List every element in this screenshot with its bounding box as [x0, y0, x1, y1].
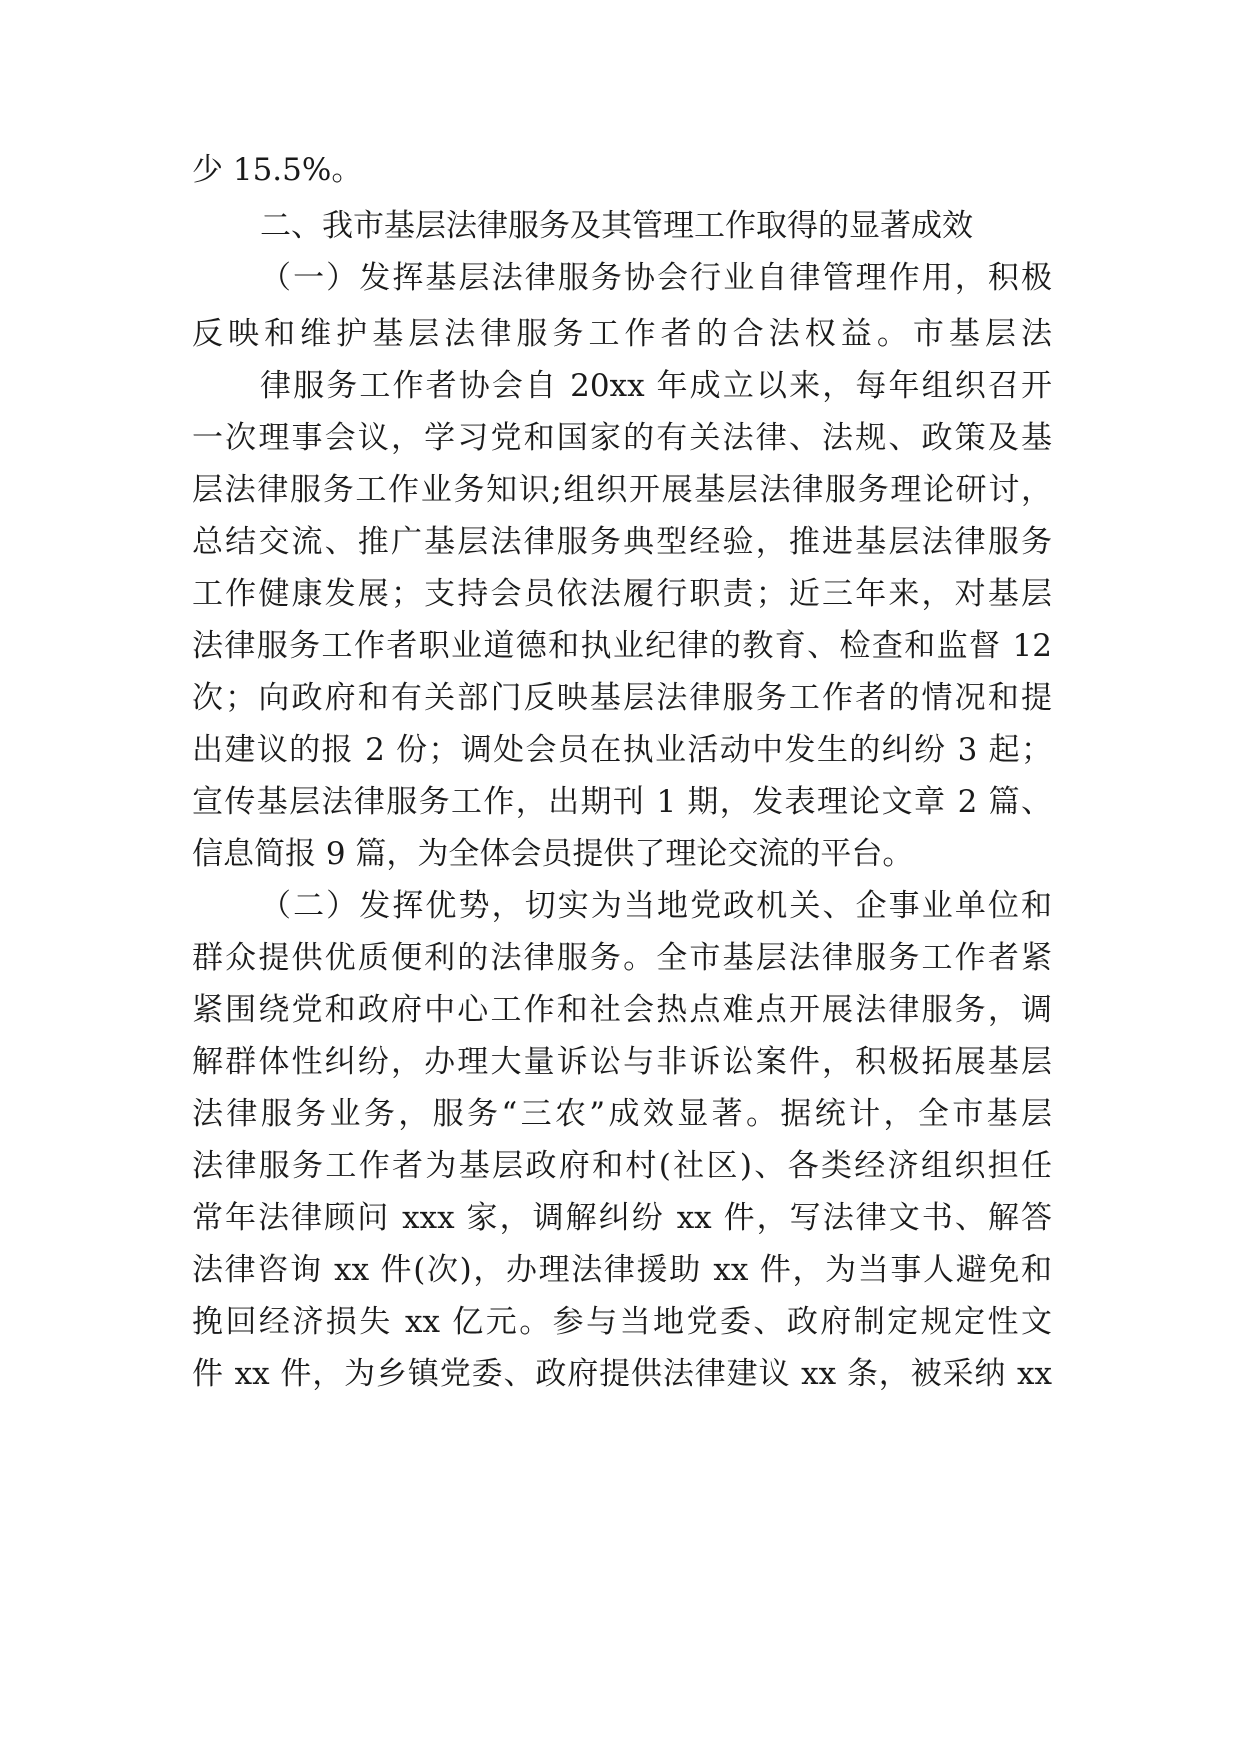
- text-line: 出建议的报 2 份；调处会员在执业活动中发生的纠纷 3 起；: [192, 732, 1052, 768]
- text-line: 解群体性纠纷，办理大量诉讼与非诉讼案件，积极拓展基层: [192, 1044, 1052, 1080]
- subsection-heading: （一）发挥基层法律服务协会行业自律管理作用，积极: [260, 260, 1052, 296]
- text-line: 群众提供优质便利的法律服务。全市基层法律服务工作者紧: [192, 940, 1052, 976]
- text-line: 信息简报 9 篇，为全体会员提供了理论交流的平台。: [192, 836, 914, 872]
- text-line: 一次理事会议，学习党和国家的有关法律、法规、政策及基: [192, 420, 1052, 456]
- text-line: 常年法律顾问 xxx 家，调解纠纷 xx 件，写法律文书、解答: [192, 1200, 1052, 1236]
- text-line: 法律服务业务，服务“三农”成效显著。据统计，全市基层: [192, 1096, 1052, 1132]
- section-heading: 二、我市基层法律服务及其管理工作取得的显著成效: [260, 208, 973, 244]
- text-line: 次；向政府和有关部门反映基层法律服务工作者的情况和提: [192, 680, 1052, 716]
- text-line: 总结交流、推广基层法律服务典型经验，推进基层法律服务: [192, 524, 1052, 560]
- text-line: 反映和维护基层法律服务工作者的合法权益。市基层法: [192, 316, 1052, 352]
- text-line: 件 xx 件，为乡镇党委、政府提供法律建议 xx 条，被采纳 xx: [192, 1356, 1052, 1392]
- text-line: 紧围绕党和政府中心工作和社会热点难点开展法律服务，调: [192, 992, 1052, 1028]
- text-line: 层法律服务工作业务知识;组织开展基层法律服务理论研讨，: [192, 472, 1052, 508]
- text-line: 挽回经济损失 xx 亿元。参与当地党委、政府制定规定性文: [192, 1304, 1052, 1340]
- text-line: 法律服务工作者职业道德和执业纪律的教育、检查和监督 12: [192, 628, 1052, 664]
- text-line: 律服务工作者协会自 20xx 年成立以来，每年组织召开: [260, 368, 1052, 404]
- text-line: 法律咨询 xx 件(次)，办理法律援助 xx 件，为当事人避免和: [192, 1252, 1052, 1288]
- text-line: 少 15.5%。: [192, 152, 363, 188]
- subsection-heading: （二）发挥优势，切实为当地党政机关、企事业单位和: [260, 888, 1052, 924]
- text-line: 宣传基层法律服务工作，出期刊 1 期，发表理论文章 2 篇、: [192, 784, 1052, 820]
- text-line: 工作健康发展；支持会员依法履行职责；近三年来，对基层: [192, 576, 1052, 612]
- text-line: 法律服务工作者为基层政府和村(社区)、各类经济组织担任: [192, 1148, 1052, 1184]
